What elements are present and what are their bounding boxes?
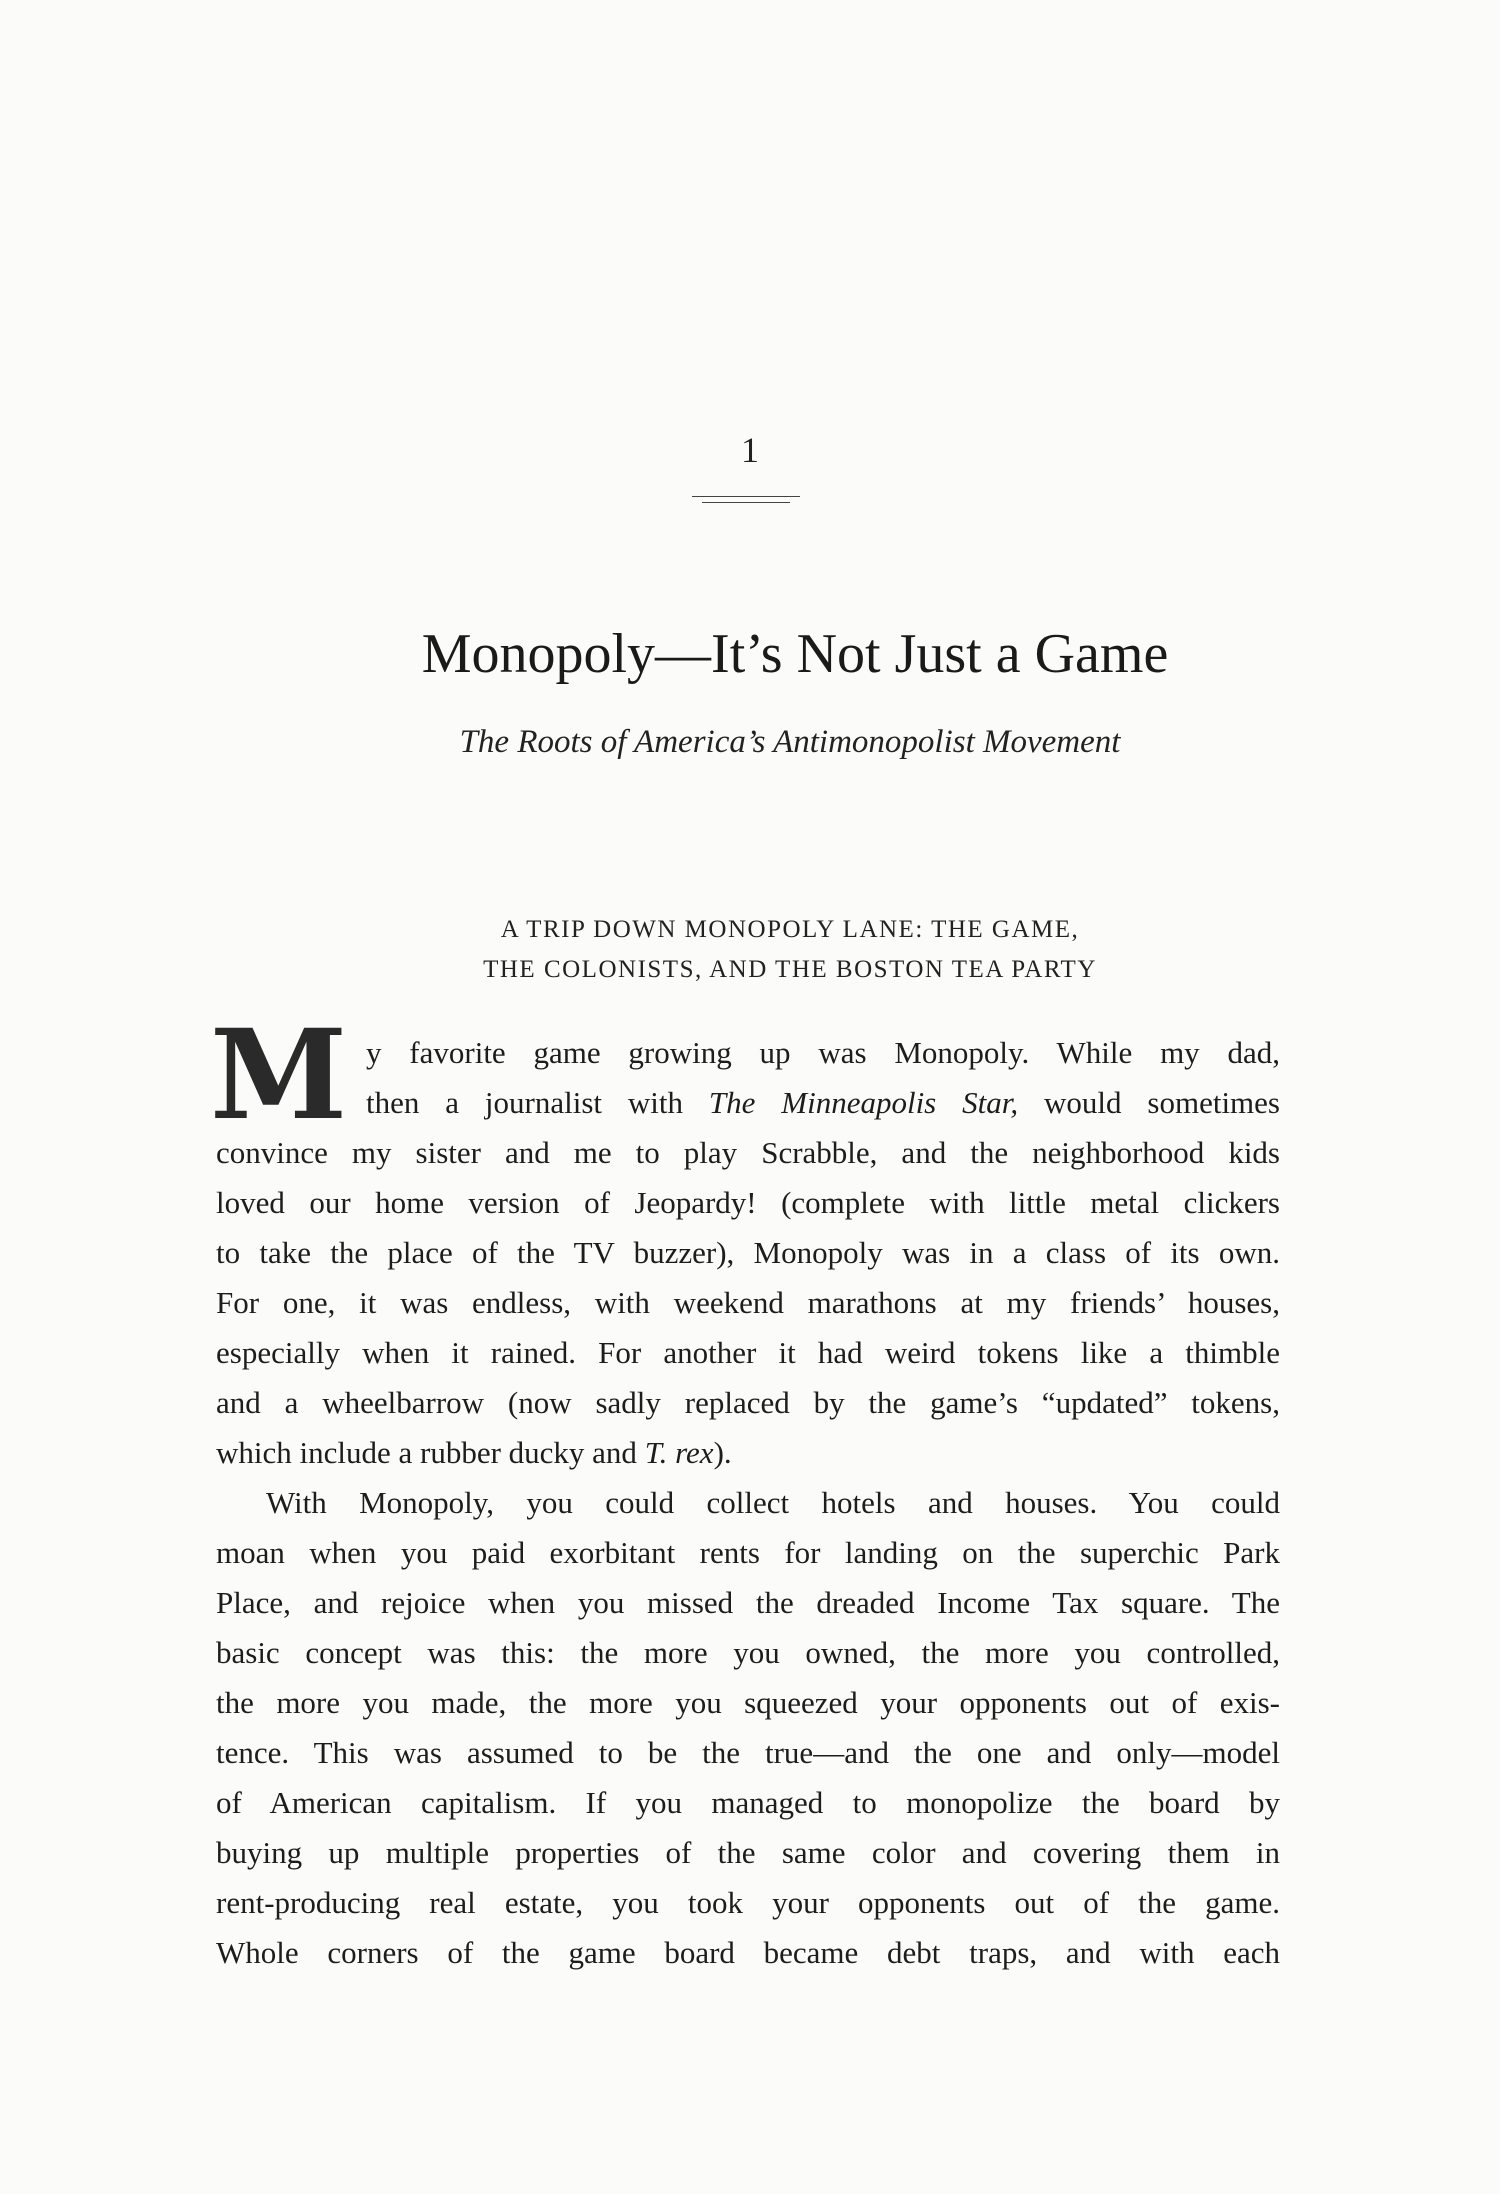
paragraph-2-line: of American capitalism. If you managed to monopolize the board by	[216, 1785, 1280, 1820]
paragraph-1-line: convince my sister and me to play Scrabble, and the neighborhood kids	[216, 1135, 1280, 1170]
paragraph-1-text: which include a rubber ducky and	[216, 1435, 645, 1470]
paragraph-2-line: buying up multiple properties of the same color and covering them in	[216, 1835, 1280, 1870]
chapter-rule-top	[692, 496, 800, 497]
paragraph-1-line: to take the place of the TV buzzer), Monopoly was in a class of its own.	[216, 1235, 1280, 1270]
chapter-subtitle: The Roots of America’s Antimonopolist Movement	[459, 724, 1121, 760]
paragraph-2-line: the more you made, the more you squeezed your opponents out of exis-	[216, 1685, 1280, 1720]
chapter-title: Monopoly—It’s Not Just a Game	[421, 623, 1169, 685]
paragraph-2-line: basic concept was this: the more you owned, the more you controlled,	[216, 1635, 1280, 1670]
paragraph-2-line: rent-producing real estate, you took your opponents out of the game.	[216, 1885, 1280, 1920]
paragraph-1-text: would sometimes	[1018, 1085, 1280, 1120]
chapter-rule-bottom	[702, 502, 790, 503]
paragraph-1-line: loved our home version of Jeopardy! (complete with little metal clickers	[216, 1185, 1280, 1220]
paragraph-2-line: tence. This was assumed to be the true—and the one and only—model	[216, 1735, 1280, 1770]
italic-term: T. rex	[644, 1435, 714, 1470]
paragraph-1-line: For one, it was endless, with weekend marathons at my friends’ houses,	[216, 1285, 1280, 1320]
section-heading-line-2: THE COLONISTS, AND THE BOSTON TEA PARTY	[483, 956, 1097, 983]
paragraph-1-line: and a wheelbarrow (now sadly replaced by the game’s “updated” tokens,	[216, 1385, 1280, 1420]
paragraph-2-line: moan when you paid exorbitant rents for landing on the superchic Park	[216, 1535, 1280, 1570]
paragraph-1-line	[216, 1078, 1280, 1128]
section-heading	[0, 910, 1500, 990]
paragraph-1-line: y favorite game growing up was Monopoly. While my dad,	[366, 1035, 1280, 1070]
paragraph-2-line: Place, and rejoice when you missed the dreaded Income Tax square. The	[216, 1585, 1280, 1620]
paragraph-2-line: With Monopoly, you could collect hotels and houses. You could	[266, 1485, 1280, 1520]
section-heading-line-1: A TRIP DOWN MONOPOLY LANE: THE GAME,	[500, 916, 1080, 943]
paragraph-1-text: then a journalist with	[366, 1085, 709, 1120]
body-text	[216, 1028, 1280, 1978]
chapter-number: 1	[741, 430, 759, 470]
paragraph-1-line	[216, 1428, 1280, 1478]
drop-cap: M	[210, 1003, 348, 1148]
paragraph-1-text: ).	[713, 1435, 732, 1470]
publication-name: The Minneapolis Star,	[708, 1085, 1019, 1120]
paragraph-1-line: especially when it rained. For another it had weird tokens like a thimble	[216, 1335, 1280, 1370]
paragraph-2-line: Whole corners of the game board became debt traps, and with each	[216, 1935, 1280, 1970]
